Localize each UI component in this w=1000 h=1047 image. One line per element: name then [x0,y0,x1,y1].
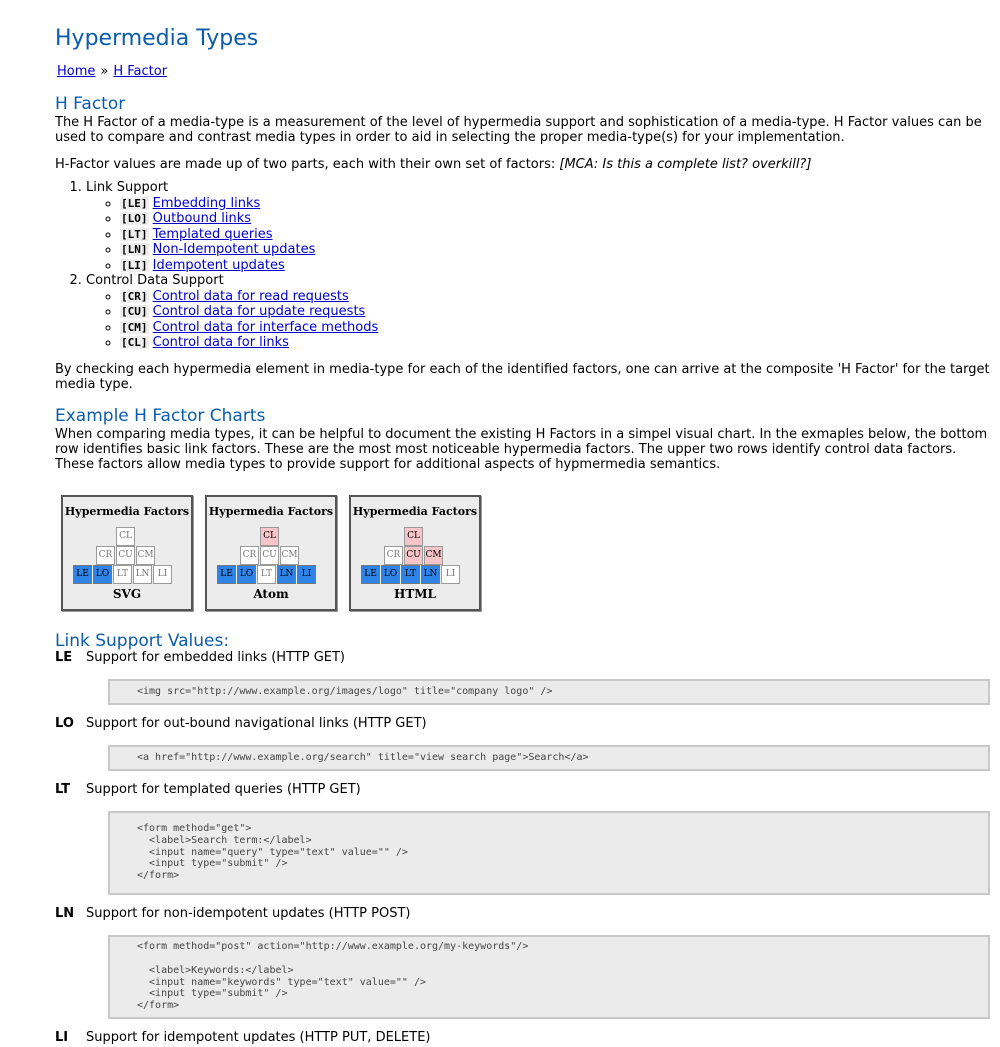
factor-cell-cl: CL [260,527,279,546]
hfactor-heading: H Factor [55,94,126,114]
factor-cell-cu: CU [404,546,423,565]
factor-code: [CL] [121,336,148,349]
factor-item [120,289,990,305]
hfactor-parts-text [55,157,990,172]
value-desc: Support for embedded links (HTTP GET) [86,649,345,665]
factor-cell-lo: LO [381,565,400,584]
factor-cell-cm: CM [136,546,155,565]
factor-cell-cr: CR [384,546,403,565]
breadcrumb-home-link[interactable]: Home [57,64,96,79]
factor-group [86,273,990,351]
factor-code: [CM] [121,320,148,334]
hfactor-chart-svg [61,495,193,611]
page-title: Hypermedia Types [55,26,259,51]
values-heading: Link Support Values: [55,630,230,651]
chart-title: Hypermedia Factors [64,504,190,518]
factor-link[interactable]: Control data for update requests [152,304,366,319]
parts-text: H-Factor values are made up of two parts, each with their own set of factors: [55,157,560,172]
factor-sublist [86,196,990,274]
factor-cell-le: LE [73,565,92,584]
hfactor-closing: By checking each hypermedia element in media-type for each of the identified factors, one can arrive at the composite 'H Factor' for the target media type. [55,361,990,392]
parts-note: [MCA: Is this a complete list? overkill?] [559,157,812,172]
factor-code: [CR] [121,289,148,303]
factor-item [120,196,990,212]
factor-groups-list [55,180,990,351]
code-example: <form method="post" action="http://www.example.org/my-keywords"/> <label>Keywords:</label> <input name="keywords" type="text" value="" /> <input type="submit" /> </form> [108,935,990,1019]
value-desc: Support for out-bound navigational links (HTTP GET) [86,715,427,731]
link-support-values [55,649,990,1047]
value-desc: Support for idempotent updates (HTTP PUT, DELETE) [86,1029,431,1045]
factor-cell-lt: LT [401,565,420,584]
hfactor-chart-atom [205,495,337,611]
factor-cell-cr: CR [96,546,115,565]
chart-media-type: Atom [253,586,289,601]
factor-sublist [86,289,990,351]
value-row [55,905,990,923]
factor-link[interactable]: Outbound links [152,211,252,226]
factor-item [120,304,990,320]
factor-cell-ln: LN [277,565,296,584]
factor-cell-cl: CL [116,527,135,546]
examples-heading: Example H Factor Charts [55,405,266,426]
factor-item [120,227,990,243]
factor-link[interactable]: Control data for interface methods [152,319,379,335]
factor-cell-li: LI [297,565,316,584]
factor-code: [LI] [121,258,148,272]
code-example: <a href="http://www.example.org/search" title="view search page">Search</a> [108,745,990,771]
breadcrumb-separator: » [100,64,109,79]
factor-item [120,335,990,351]
factor-cell-cm: CM [280,546,299,565]
code-example: <img src="http://www.example.org/images/logo" title="company logo" /> [108,679,990,705]
factor-code: [LE] [121,196,148,210]
factor-cell-le: LE [217,565,236,584]
chart-title: Hypermedia Factors [352,504,478,518]
factor-cell-cu: CU [260,546,279,565]
value-term: LE [55,649,73,665]
factor-code: [CU] [121,305,148,318]
factor-cell-le: LE [361,565,380,584]
hfactor-charts [55,495,990,611]
code-example: <form method="get"> <label>Search term:</label> <input name="query" type="text" value="" /> <input type="submit" /> </form> [108,811,990,895]
factor-cell-lt: LT [257,565,276,584]
value-term: LT [55,781,70,797]
factor-item [120,320,990,336]
factor-cell-li: LI [441,565,460,584]
factor-cell-cl: CL [404,527,423,546]
factor-group-label: Link Support [86,180,169,195]
value-row [55,649,990,667]
chart-media-type: SVG [112,586,142,601]
value-desc: Support for non-idempotent updates (HTTP POST) [86,905,411,921]
chart-media-type: HTML [394,586,436,601]
value-row [55,781,990,799]
factor-group-label: Control Data Support [86,273,224,288]
value-row [55,715,990,733]
factor-link[interactable]: Templated queries [152,226,273,242]
factor-group [86,180,990,273]
factor-link[interactable]: Control data for links [152,335,289,350]
hfactor-chart-html [349,495,481,611]
factor-cell-li: LI [153,565,172,584]
factor-cell-cm: CM [424,546,443,565]
chart-title: Hypermedia Factors [208,504,334,518]
factor-link[interactable]: Idempotent updates [152,257,285,273]
factor-cell-cu: CU [116,546,135,565]
factor-link[interactable]: Embedding links [152,195,261,211]
factor-code: [LT] [121,227,148,241]
value-row [55,1029,990,1047]
page [55,0,990,1047]
value-term: LO [55,715,74,731]
factor-cell-ln: LN [421,565,440,584]
factor-item [120,258,990,274]
value-term: LN [55,905,75,921]
factor-cell-lo: LO [237,565,256,584]
factor-cell-lo: LO [93,565,112,584]
factor-item [120,242,990,258]
hfactor-intro: The H Factor of a media-type is a measurement of the level of hypermedia support and sophistication of a media-type. H Factor values can be used to compare and contrast media types in order to aid in selecting the proper media-type(s) for your implementation. [55,115,982,145]
examples-text: When comparing media types, it can be helpful to document the existing H Factors in a simpel visual chart. In the exmaples below, the bottom row identifies basic link factors. These are the most most noticeable hypermedia factors. The upper two rows identify control data factors. These factors allow media types to provide support for additional aspects of hypmermedia semantics. [55,426,988,472]
breadcrumb-hfactor-link[interactable]: H Factor [113,64,168,79]
value-desc: Support for templated queries (HTTP GET) [86,781,361,797]
factor-cell-cr: CR [240,546,259,565]
breadcrumb [55,62,990,82]
factor-code: [LN] [121,243,148,256]
factor-item [120,211,990,227]
factor-cell-ln: LN [133,565,152,584]
factor-link[interactable]: Control data for read requests [152,288,349,304]
value-term: LI [55,1029,69,1045]
factor-cell-lt: LT [113,565,132,584]
factor-code: [LO] [121,212,148,225]
factor-link[interactable]: Non-Idempotent updates [152,242,316,257]
